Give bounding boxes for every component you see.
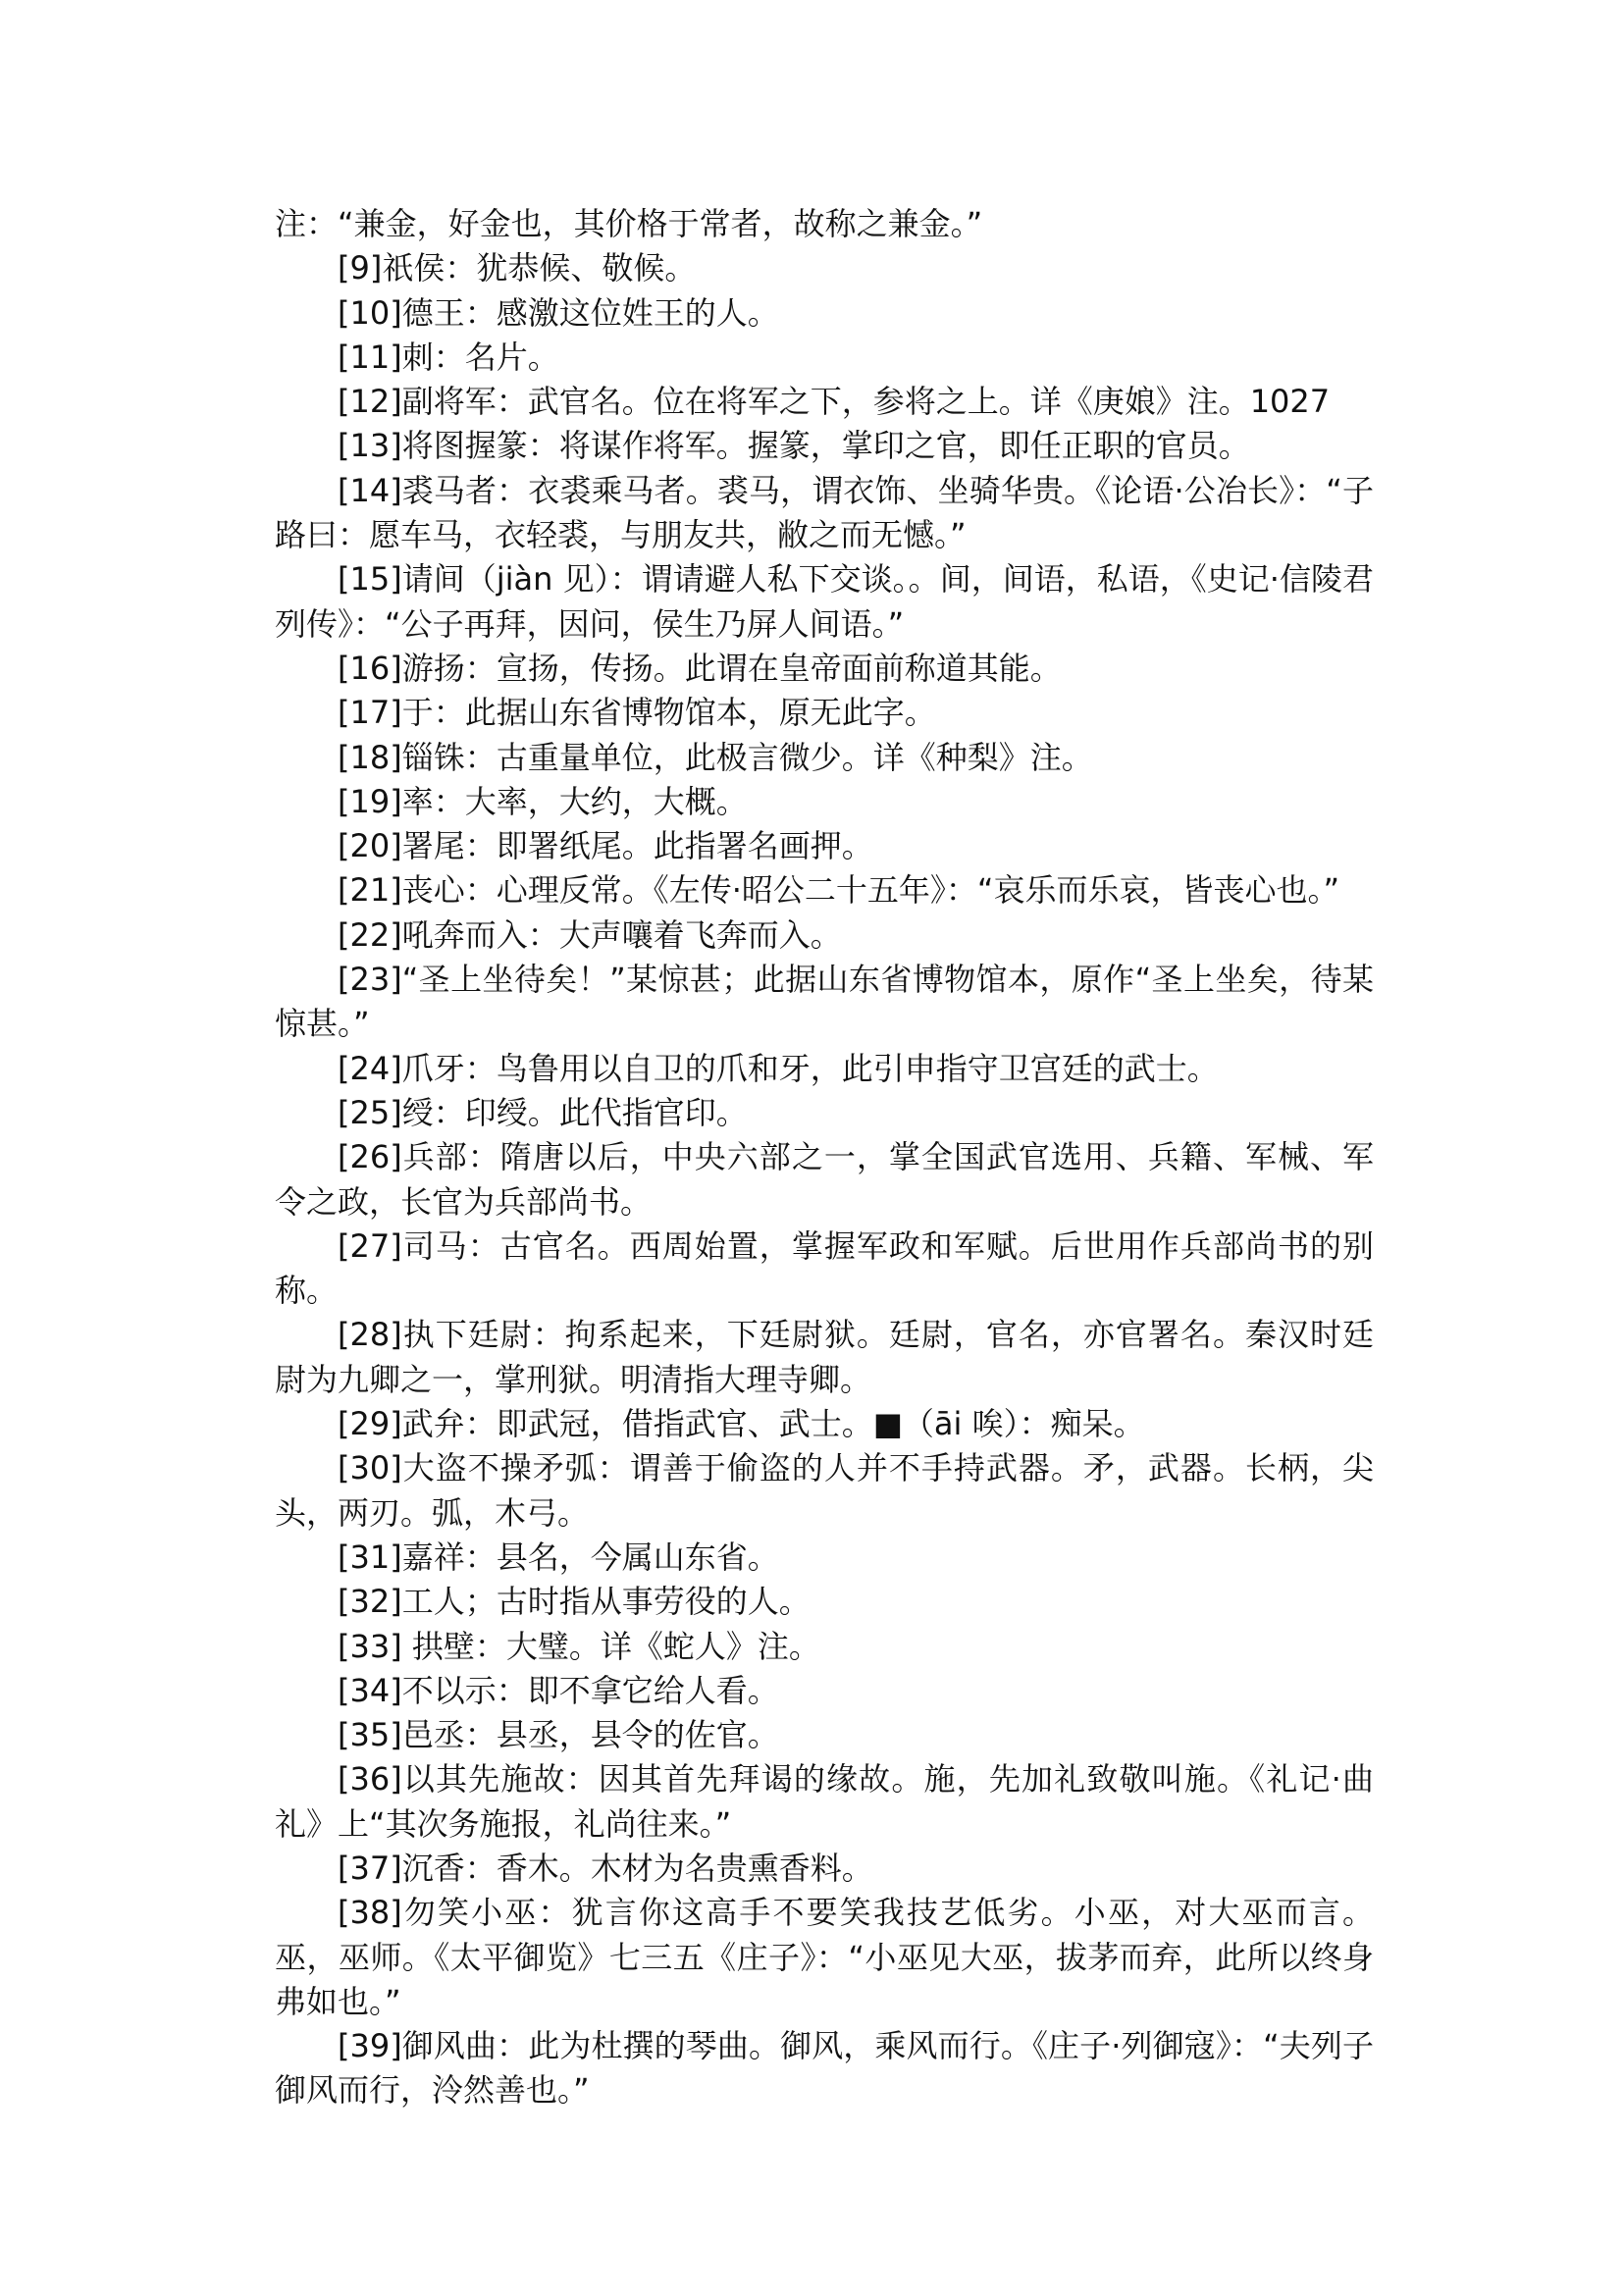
note-34: [34]不以示：即不拿它给人看。 xyxy=(338,1671,779,1709)
note-28: [28]执下廷尉：拘系起来，下廷尉狱。廷尉，官名，亦官署名。秦汉时廷尉为九卿之一，掌刑狱。明清指大理寺卿。 xyxy=(275,1316,1374,1398)
note-36: [36]以其先施故：因其首先拜谒的缘故。施，先加礼致敬叫施。《礼记·曲礼》上“其次务施报，礼尚往来。” xyxy=(275,1760,1374,1843)
note-29: [29]武弁：即武冠，借指武官、武士。■（āi 唉）：痴呆。 xyxy=(338,1405,1145,1443)
note-20: [20]署尾：即署纸尾。此指署名画押。 xyxy=(338,827,873,865)
note-9: [9]祇侯：犹恭候、敬候。 xyxy=(338,249,697,287)
note-16: [16]游扬：宣扬，传扬。此谓在皇帝面前称道其能。 xyxy=(338,649,1062,687)
note-39: [39]御风曲：此为杜撰的琴曲。御风，乘风而行。《庄子·列御寇》：“夫列子御风而行，泠然善也。” xyxy=(275,2027,1374,2110)
note-10: [10]德王：感激这位姓王的人。 xyxy=(338,293,779,332)
note-37: [37]沉香：香木。木材为名贵熏香料。 xyxy=(338,1849,873,1887)
note-11: [11]刺：名片。 xyxy=(338,338,559,376)
note-26: [26]兵部：隋唐以后，中央六部之一，掌全国武官选用、兵籍、军械、军令之政，长官为兵部尚书。 xyxy=(275,1138,1374,1221)
note-25: [25]绶：印绶。此代指官印。 xyxy=(338,1093,748,1131)
note-31: [31]嘉祥：县名，今属山东省。 xyxy=(338,1538,779,1576)
note-22: [22]吼奔而入：大声嚷着飞奔而入。 xyxy=(338,915,842,954)
note-12: [12]副将军：武官名。位在将军之下，参将之上。详《庚娘》注。1027 xyxy=(338,383,1331,421)
note-23: [23]“圣上坐待矣！”某惊甚；此据山东省博物馆本，原作“圣上坐矣，待某惊甚。” xyxy=(275,961,1374,1043)
note-13: [13]将图握篆：将谋作将军。握篆，掌印之官，即任正职的官员。 xyxy=(338,427,1250,465)
note-38: [38]勿笑小巫：犹言你这高手不要笑我技艺低劣。小巫，对大巫而言。巫，巫师。《太平御览》七三五《庄子》：“小巫见大巫，拔茅而弃，此所以终身弗如也。” xyxy=(275,1894,1374,2020)
document-page xyxy=(275,202,1374,2113)
note-35: [35]邑丞：县丞，县令的佐官。 xyxy=(338,1716,779,1754)
note-30: [30]大盗不操矛弧：谓善于偷盗的人并不手持武器。矛，武器。长柄，尖头，两刃。弧，木弓。 xyxy=(275,1449,1374,1532)
note-19: [19]率：大率，大约，大概。 xyxy=(338,782,748,820)
note-17: [17]于：此据山东省博物馆本，原无此字。 xyxy=(338,694,936,732)
note-33: [33] 拱壁：大璧。详《蛇人》注。 xyxy=(338,1627,820,1665)
note-27: [27]司马：古官名。西周始置，掌握军政和军赋。后世用作兵部尚书的别称。 xyxy=(275,1226,1374,1310)
note-21: [21]丧心：心理反常。《左传·昭公二十五年》：“哀乐而乐哀，皆丧心也。” xyxy=(338,871,1340,910)
note-18: [18]锱铢：古重量单位，此极言微少。详《种梨》注。 xyxy=(338,738,1093,776)
note-14: [14]裘马者：衣裘乘马者。裘马，谓衣饰、坐骑华贵。《论语·公冶长》：“子路曰：愿车马，衣轻裘，与朋友共，敝之而无憾。” xyxy=(275,471,1374,554)
note-15: [15]请间（jiàn 见）：谓请避人私下交谈。。间，间语，私语，《史记·信陵君列传》：“公子再拜，因问，侯生乃屏人间语。” xyxy=(275,560,1374,643)
continuation-line: 注：“兼金，好金也，其价格于常者，故称之兼金。” xyxy=(275,205,983,242)
note-24: [24]爪牙：鸟鲁用以自卫的爪和牙，此引申指守卫宫廷的武士。 xyxy=(338,1049,1219,1087)
note-32: [32]工人；古时指从事劳役的人。 xyxy=(338,1583,811,1621)
